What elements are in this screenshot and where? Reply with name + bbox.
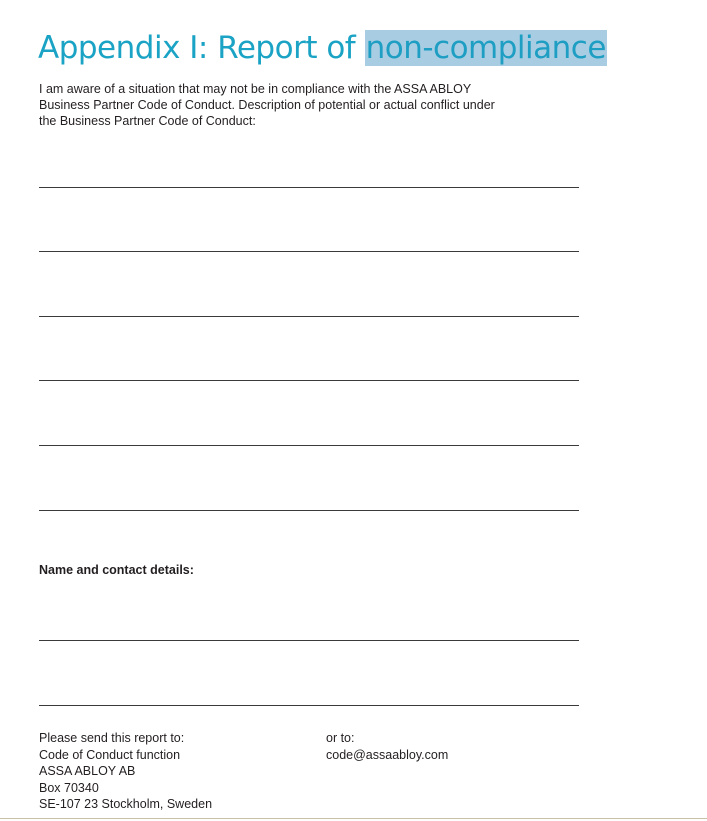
postal-city: SE-107 23 Stockholm, Sweden [39, 797, 213, 812]
contact-line-2 [39, 705, 579, 706]
description-line-6 [39, 510, 579, 511]
company-name: ASSA ABLOY AB [39, 764, 136, 779]
mailing-address [39, 730, 212, 813]
description-line-5 [39, 445, 579, 446]
intro-line-1: I am aware of a situation that may not be in compliance with the ASSA ABLOY [39, 82, 472, 96]
description-line-2 [39, 251, 579, 252]
description-line-4 [39, 380, 579, 381]
page-bottom-divider [0, 818, 707, 819]
contact-details-label: Name and contact details: [39, 563, 194, 577]
title-prefix: Appendix I: Report of [38, 30, 365, 66]
postal-box: Box 70340 [39, 780, 99, 795]
contact-line-1 [39, 640, 579, 641]
description-line-3 [39, 316, 579, 317]
function-name: Code of Conduct function [39, 747, 181, 762]
description-line-1 [39, 187, 579, 188]
email-address[interactable]: code@assaabloy.com [326, 747, 449, 762]
send-to-label: Please send this report to: [39, 731, 185, 745]
or-to-label: or to: [326, 731, 355, 745]
intro-paragraph [39, 81, 539, 129]
intro-line-2: Business Partner Code of Conduct. Description of potential or actual conflict under [39, 98, 495, 112]
page-title [38, 26, 607, 70]
email-contact [326, 730, 448, 763]
intro-line-3: the Business Partner Code of Conduct: [39, 114, 256, 128]
title-highlighted-text[interactable]: non-compliance [365, 30, 606, 66]
